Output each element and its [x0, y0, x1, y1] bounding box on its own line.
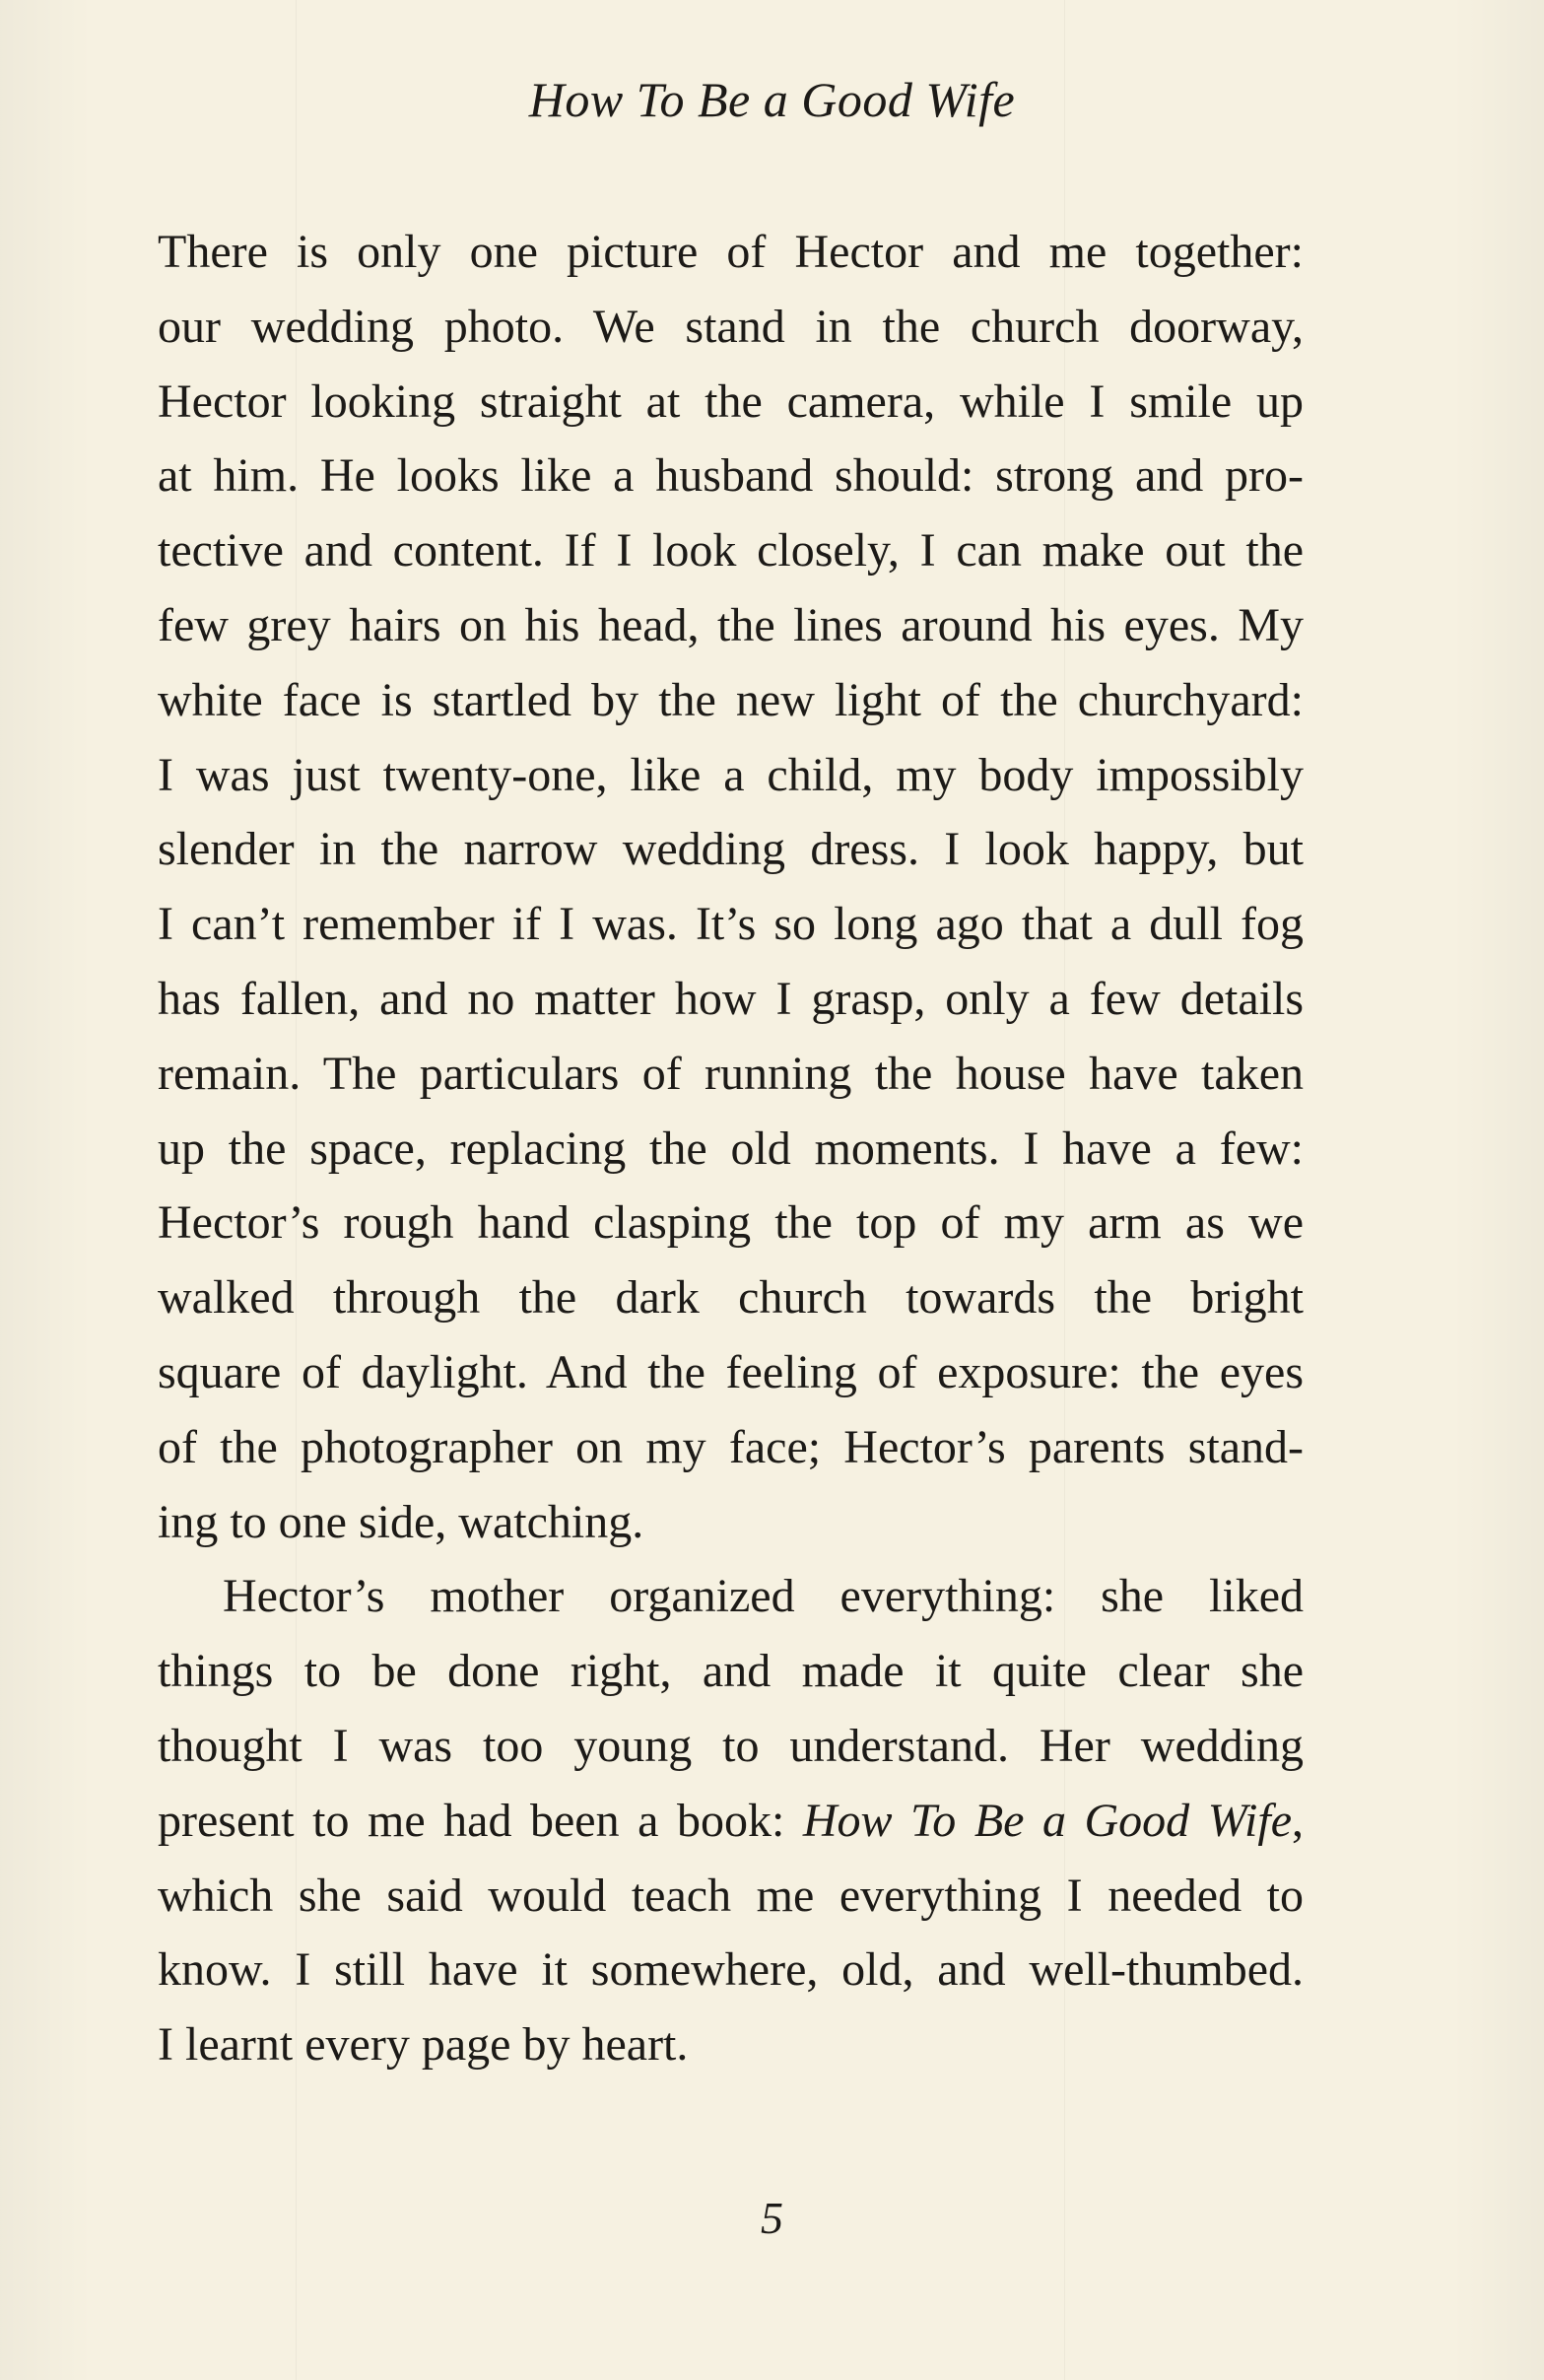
text-line: There is only one picture of Hector and me together: [158, 226, 1304, 278]
text-line: of the photographer on my face; Hector’s parents stand- [158, 1420, 1304, 1473]
text-line: at him. He looks like a husband should: strong and pro- [158, 449, 1304, 503]
text-line: I was just twenty-one, like a child, my body impossibly [158, 748, 1304, 801]
text-line: Hector looking straight at the camera, while I smile up [158, 374, 1304, 428]
paragraph-2 [158, 1559, 1304, 2082]
text-line: know. I still have it somewhere, old, and well-thumbed. [158, 1943, 1304, 1997]
text-line: our wedding photo. We stand in the church doorway, [158, 300, 1304, 353]
book-title-italic: How To Be a Good Wife [802, 1794, 1292, 1847]
text-line: few grey hairs on his head, the lines around his eyes. My [158, 598, 1304, 651]
text-line: slender in the narrow wedding dress. I look happy, but [158, 823, 1304, 876]
present-line-text: present to me had been a book: How To Be a Good Wife, [158, 1794, 1304, 1847]
paragraph-1 [158, 215, 1304, 1559]
text-line: walked through the dark church towards the bright [158, 1271, 1304, 1325]
page-number: 5 [761, 2193, 783, 2243]
text-line: square of daylight. And the feeling of exposure: the eyes [158, 1345, 1304, 1398]
text-line: Hector’s mother organized everything: she liked [223, 1570, 1304, 1623]
text-line: I learnt every page by heart. [158, 2018, 689, 2072]
text-line: up the space, replacing the old moments. I have a few: [158, 1122, 1304, 1175]
text-line: which she said would teach me everything I needed to [158, 1869, 1304, 1922]
running-head: How To Be a Good Wife [528, 72, 1016, 127]
text-line-with-book-title [158, 1784, 1304, 1859]
body-text [158, 215, 1304, 2082]
text-line: I can’t remember if I was. It’s so long ago that a dull fog [158, 898, 1304, 951]
text-line: things to be done right, and made it quite clear she [158, 1645, 1304, 1698]
text-line: Hector’s rough hand clasping the top of my arm as we [158, 1196, 1304, 1250]
text-line: ing to one side, watching. [158, 1495, 644, 1548]
text-line: tective and content. If I look closely, I can make out the [158, 524, 1304, 578]
text-line: remain. The particulars of running the house have taken [158, 1047, 1304, 1100]
text-line: has fallen, and no matter how I grasp, only a few details [158, 972, 1304, 1025]
text-line: thought I was too young to understand. Her wedding [158, 1719, 1304, 1772]
text-line: white face is startled by the new light of the churchyard: [158, 673, 1304, 726]
